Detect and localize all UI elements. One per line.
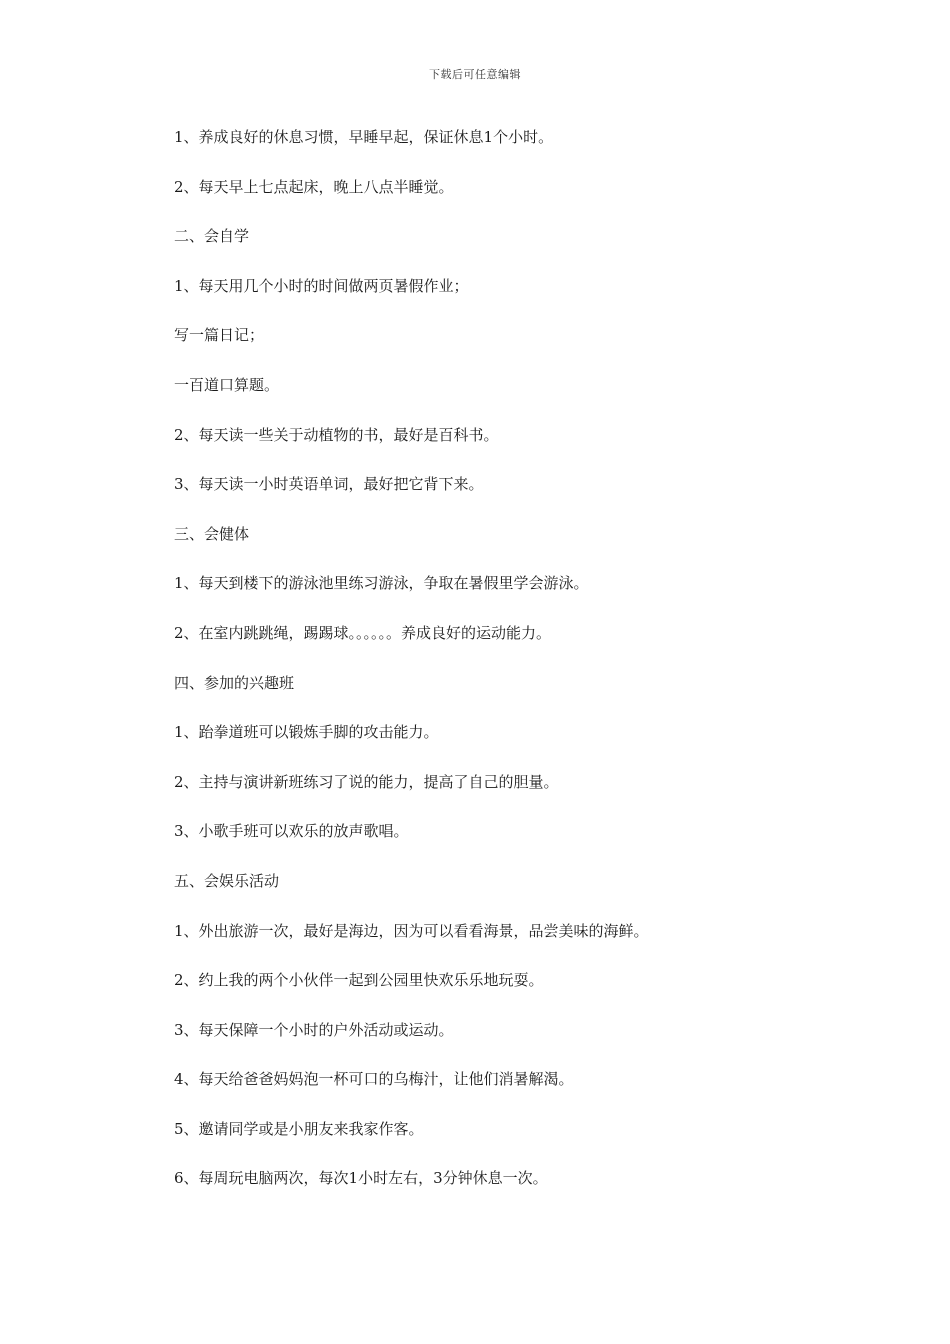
page-header: 下载后可任意编辑 — [429, 68, 521, 81]
line-diary: 写一篇日记； — [174, 326, 265, 345]
line-wake-time: 2、每天早上七点起床，晚上八点半睡觉。 — [174, 177, 454, 196]
line-english: 3、每天读一小时英语单词，最好把它背下来。 — [174, 475, 484, 494]
line-computer: 6、每周玩电脑两次，每次1小时左右，3分钟休息一次。 — [174, 1169, 548, 1188]
line-hosting: 2、主持与演讲新班练习了说的能力，提高了自己的胆量。 — [174, 772, 559, 791]
section-heading-interest-classes: 四、参加的兴趣班 — [174, 673, 295, 692]
line-read-books: 2、每天读一些关于动植物的书，最好是百科书。 — [174, 425, 499, 444]
section-heading-fitness: 三、会健体 — [174, 524, 250, 543]
line-outdoor: 3、每天保障一个小时的户外活动或运动。 — [174, 1020, 454, 1039]
line-indoor-sports: 2、在室内跳跳绳，踢踢球。。。。。。养成良好的运动能力。 — [174, 623, 552, 642]
document-body — [174, 123, 874, 1214]
line-homework: 1、每天用几个小时的时间做两页暑假作业； — [174, 276, 469, 295]
line-plum-juice: 4、每天给爸爸妈妈泡一杯可口的乌梅汁，让他们消暑解渴。 — [174, 1070, 574, 1089]
line-taekwondo: 1、跆拳道班可以锻炼手脚的攻击能力。 — [174, 723, 439, 742]
line-sleep-habit: 1、养成良好的休息习惯，早睡早起，保证休息1个小时。 — [174, 128, 554, 146]
line-park: 2、约上我的两个小伙伴一起到公园里快欢乐乐地玩耍。 — [174, 971, 544, 990]
line-swimming: 1、每天到楼下的游泳池里练习游泳，争取在暑假里学会游泳。 — [174, 574, 589, 593]
line-invite-friends: 5、邀请同学或是小朋友来我家作客。 — [174, 1119, 424, 1138]
section-heading-self-study: 二、会自学 — [174, 227, 250, 246]
line-math: 一百道口算题。 — [174, 375, 280, 394]
section-heading-entertainment: 五、会娱乐活动 — [174, 871, 280, 890]
line-travel: 1、外出旅游一次，最好是海边，因为可以看看海景，品尝美味的海鲜。 — [174, 921, 649, 940]
line-singing: 3、小歌手班可以欢乐的放声歌唱。 — [174, 822, 409, 841]
